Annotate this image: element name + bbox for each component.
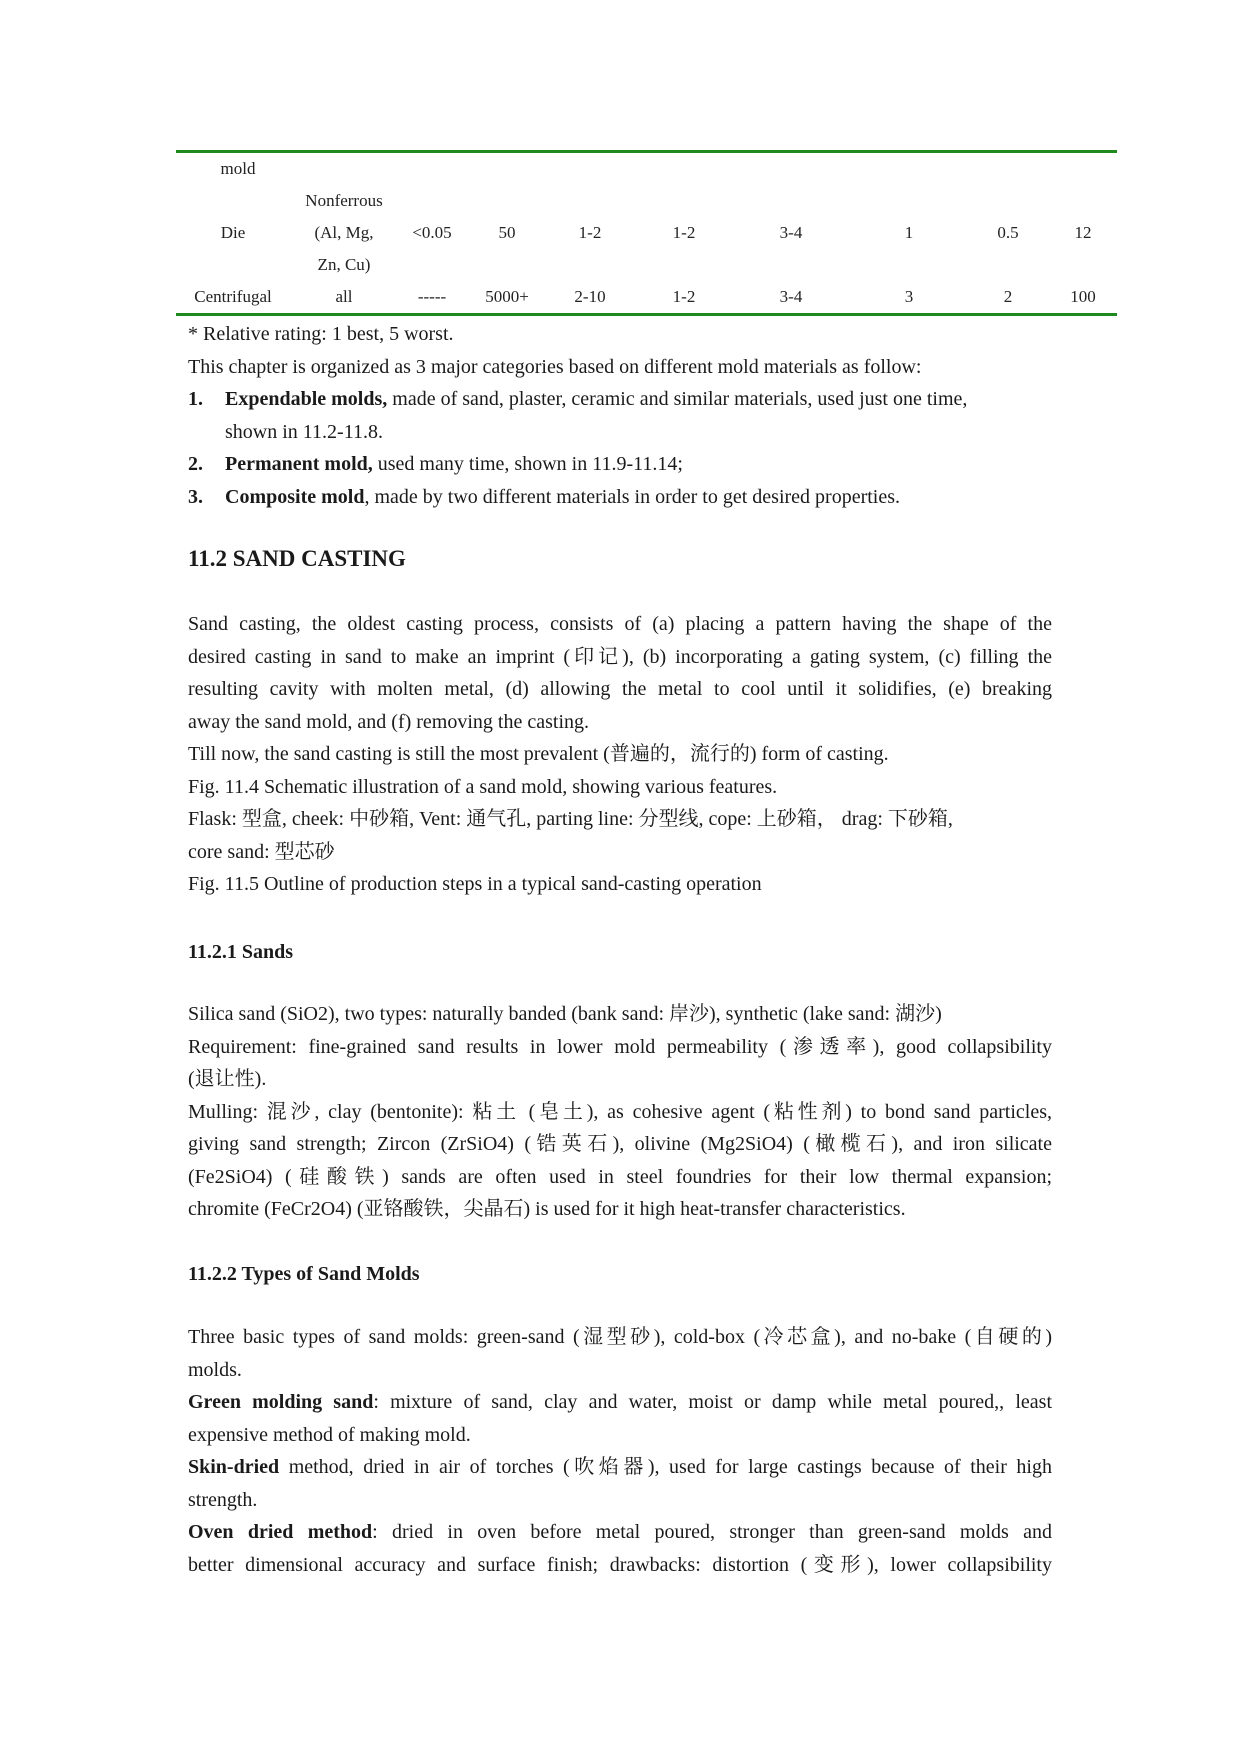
table-cell: Centrifugal [194, 287, 272, 306]
paragraph-line: (退让性). [188, 1068, 267, 1090]
table-cell: 2-10 [574, 287, 606, 306]
category-desc: used many time, shown in 11.9-11.14; [372, 453, 683, 475]
paragraph-line: strength. [188, 1488, 258, 1511]
paragraph-line: resulting cavity with molten metal, (d) allowing the metal to cool until it solidifies, (e) breaking [188, 678, 1052, 700]
paragraph-line: Silica sand (SiO2), two types: naturally banded (bank sand: 岸沙), synthetic (lake sand: 湖沙) [188, 1003, 942, 1025]
paragraph-line: Requirement: fine-grained sand results in lower mold permeability (渗透率), good collapsibility [188, 1035, 1052, 1058]
paragraph-line: molds. [188, 1358, 242, 1381]
paragraph-line [188, 1386, 1052, 1419]
table-row [176, 217, 1117, 249]
category-term: Expendable molds, [225, 388, 388, 410]
table-cell: 3-4 [779, 287, 803, 306]
mold-categories-list [188, 383, 1058, 513]
table-row [176, 249, 1117, 281]
table-cell: 12 [1074, 223, 1092, 242]
term-definition: : dried in oven before metal poured, stronger than green-sand molds and [372, 1521, 1052, 1543]
sand-mold-types-body [188, 1321, 1052, 1581]
paragraph-line: core sand: 型芯砂 [188, 840, 335, 863]
paragraph-line: chromite (FeCr2O4) (亚铬酸铁，尖晶石) is used for it high heat-transfer characteristics. [188, 1198, 906, 1220]
paragraph-line: away the sand mold, and (f) removing the casting. [188, 710, 589, 733]
paragraph-line: better dimensional accuracy and surface finish; drawbacks: distortion (变形), lower collapsibility [188, 1553, 1052, 1576]
paragraph-line: Three basic types of sand molds: green-sand (湿型砂), cold-box (冷芯盒), and no-bake (自硬的) [188, 1326, 1052, 1348]
category-desc: made of sand, plaster, ceramic and similar materials, used just one time, [387, 388, 968, 410]
casting-comparison-table [176, 150, 1117, 316]
table-cell: all [335, 287, 353, 306]
term-definition: : mixture of sand, clay and water, moist or damp while metal poured,, least [373, 1391, 1053, 1413]
table-row [176, 185, 1117, 217]
table-cell: <0.05 [412, 223, 452, 242]
term-skin-dried: Skin-dried [188, 1456, 280, 1478]
table-cell: 5000+ [485, 287, 529, 306]
table-cell: 1-2 [578, 223, 602, 242]
paragraph-line: Mulling: 混沙, clay (bentonite): 粘土 (皂土), as cohesive agent (粘性剂) to bond sand particles, [188, 1100, 1052, 1123]
sand-casting-body [188, 608, 1052, 901]
table-cell: 1-2 [672, 287, 696, 306]
table-notes [188, 318, 1052, 383]
category-desc-cont: shown in 11.2-11.8. [225, 420, 383, 443]
table-cell: Nonferrous [305, 191, 383, 210]
category-term: Composite mold [225, 485, 365, 508]
list-number: 3. [188, 485, 203, 508]
category-term: Permanent mold, [225, 453, 373, 475]
paragraph-line: giving sand strength; Zircon (ZrSiO4) (锆英石), olivine (Mg2SiO4) (橄榄石), and iron silicate [188, 1133, 1052, 1155]
figure-caption: Fig. 11.4 Schematic illustration of a sand mold, showing various features. [188, 775, 778, 798]
chapter-intro: This chapter is organized as 3 major categories based on different mold materials as follow: [188, 355, 922, 378]
table-cell: 1 [904, 223, 914, 242]
table-cell: ----- [417, 287, 447, 306]
list-number: 1. [188, 388, 203, 410]
list-item [188, 481, 1058, 514]
table-row [176, 153, 1117, 185]
table-cell: 3-4 [779, 223, 803, 242]
category-desc: , made by two different materials in order to get desired properties. [364, 485, 901, 508]
table-cell: 50 [498, 223, 516, 242]
paragraph-line: Flask: 型盒, cheek: 中砂箱, Vent: 通气孔, parting line: 分型线, cope: 上砂箱， drag: 下砂箱, [188, 808, 953, 830]
table-cell: 100 [1070, 287, 1096, 306]
paragraph-line: expensive method of making mold. [188, 1423, 471, 1446]
table-cell: (Al, Mg, [314, 223, 374, 242]
paragraph-line [188, 1516, 1052, 1549]
table-cell: Zn, Cu) [317, 255, 371, 274]
table-cell: 2 [1003, 287, 1013, 306]
sands-body [188, 998, 1052, 1226]
paragraph-line [188, 1451, 1052, 1484]
term-definition: method, dried in air of torches (吹焰器), used for large castings because of their high [279, 1456, 1052, 1478]
figure-caption: Fig. 11.5 Outline of production steps in a typical sand-casting operation [188, 873, 762, 895]
section-heading: 11.2 SAND CASTING [188, 546, 406, 571]
term-oven-dried: Oven dried method [188, 1521, 373, 1543]
table-cell: 1-2 [672, 223, 696, 242]
table-cell: 0.5 [997, 223, 1019, 242]
list-item [188, 383, 1058, 448]
list-number: 2. [188, 453, 203, 475]
rating-note: * Relative rating: 1 best, 5 worst. [188, 323, 454, 345]
paragraph-line: Sand casting, the oldest casting process, consists of (a) placing a pattern having the shape of the [188, 613, 1052, 635]
subsection-heading: 11.2.2 Types of Sand Molds [188, 1263, 420, 1285]
paragraph-line: desired casting in sand to make an imprint (印记), (b) incorporating a gating system, (c) filling the [188, 645, 1052, 668]
table-cell: Die [220, 223, 246, 242]
subsection-heading: 11.2.1 Sands [188, 941, 294, 963]
table-cell: mold [220, 159, 256, 178]
list-item [188, 448, 1058, 481]
term-green-molding-sand: Green molding sand [188, 1391, 374, 1413]
table-row [176, 281, 1117, 313]
paragraph-line: Till now, the sand casting is still the most prevalent (普遍的，流行的) form of casting. [188, 743, 889, 765]
paragraph-line: (Fe2SiO4) (硅酸铁) sands are often used in steel foundries for their low thermal expansion; [188, 1165, 1052, 1188]
table-cell: 3 [904, 287, 914, 306]
